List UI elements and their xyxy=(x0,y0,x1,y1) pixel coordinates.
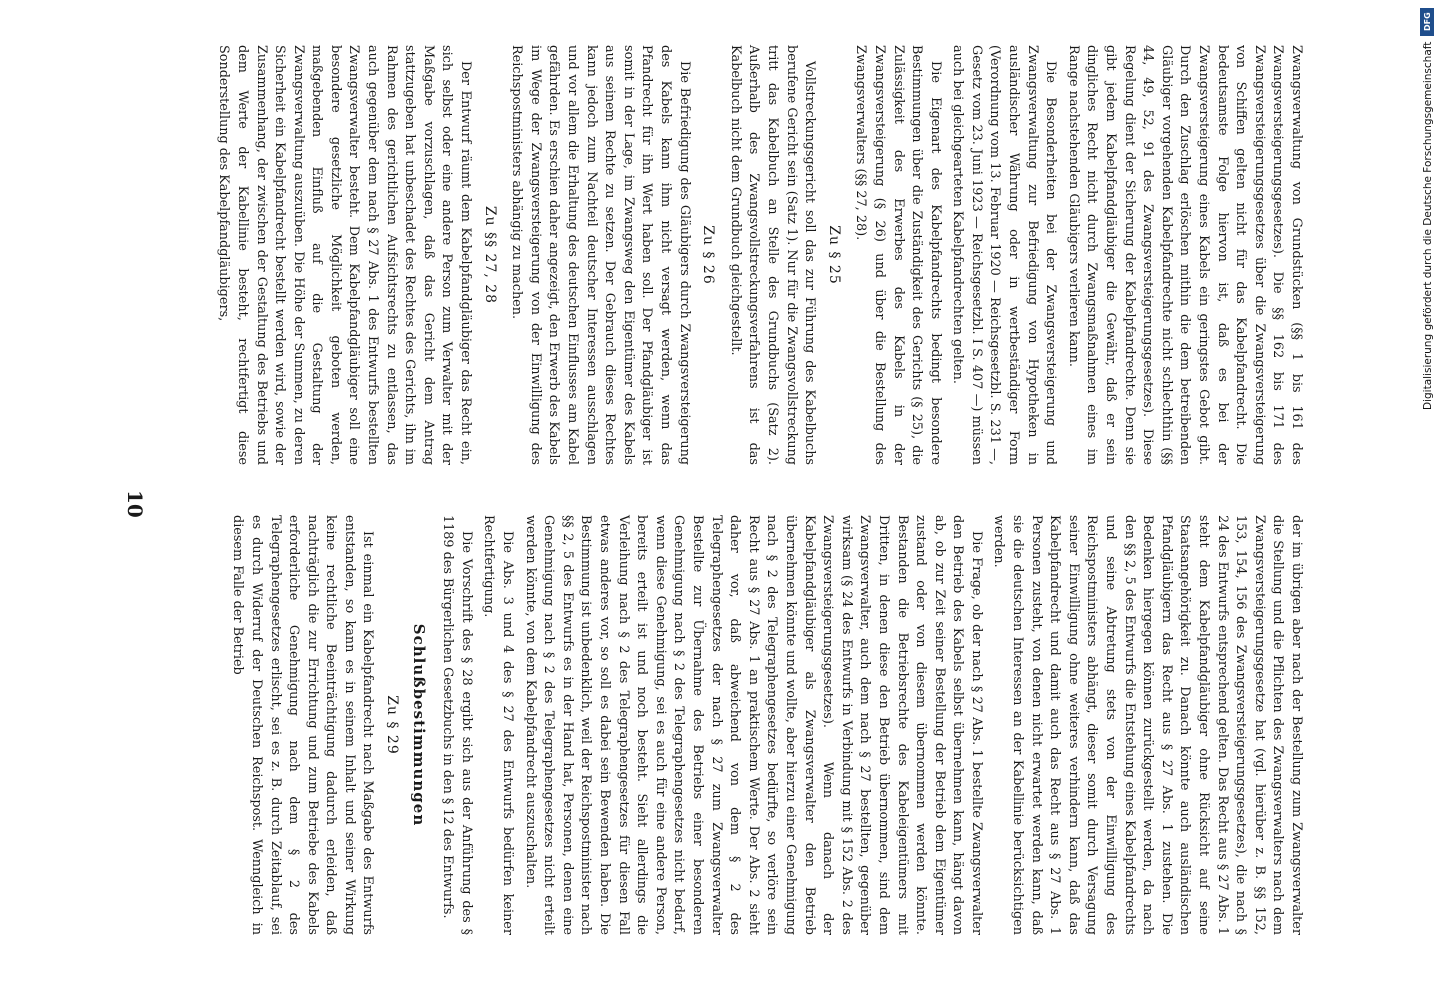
digitization-credit: Digitalisierung gefördert durch die Deutsche Forschungsgemeinschaft xyxy=(1422,42,1434,411)
dfg-logo: DFG xyxy=(1420,8,1434,36)
body-paragraph: der im übrigen aber nach der Bestellung zum Zwangsverwalter die Stellung und die Pflichten des Zwangsverwalters nach dem Zwangsversteigerungsgesetze hat (vgl. hierüber z. B. §§ 152, 153, 154, 156 des Zwangsversteigerungsgesetzes), die nach § 24 des Entwurfs entsprechend gelten. Das Recht aus § 27 Abs. 1 steht dem Kabelpfandgläubiger ohne Rücksicht auf seine Staatsangehörigkeit zu. Danach könnte auch ausländischen Pfandgläubigern das Recht aus § 27 Abs. 1 zustehen. Die Bedenken hiergegen können zurückgestellt werden, da nach den §§ 2, 5 des Entwurfs die Entstehung eines Kabelpfandrechts und seine Abtretung stets von der Einwilligung des Reichspostministers abhängt, dieser somit durch Versagung seiner Einwilligung ohne weiteres verhindern kann, daß das Kabelpfandrecht und damit auch das Recht aus § 27 Abs. 1 Personen zusteht, von denen nicht erwartet werden kann, daß sie die deutschen Interessen an der Kabellinie berücksichtigen werden. xyxy=(991,515,1304,935)
page-number: 10 xyxy=(123,490,147,518)
body-paragraph: Die Frage, ob der nach § 27 Abs. 1 bestellte Zwangsverwalter den Betrieb des Kabels selbst übernehmen kann, hängt davon ab, ob zur Zeit seiner Bestellung der Betrieb dem Eigentümer zustand oder von diesem übernommen werden könnte. Bestanden die Betriebsrechte des Kabeleigentümers mit Dritten, in denen diese den Betrieb übernommen, sind dem Zwangsverwalter, auch dem nach § 27 bestellten, gegenüber wirksam (§ 24 des Entwurfs in Verbindung mit § 152 Abs. 2 des Zwangsversteigerungsgesetzes). Wenn danach der Kabelpfandgläubiger als Zwangsverwalter den Betrieb übernehmen könnte und wollte, aber hierzu einer Genehmigung nach § 2 des Telegraphengesetzes bedürfte, so verlöre sein Recht aus § 27 Abs. 1 an praktischem Werte. Der Abs. 2 sieht daher vor, daß abweichend von dem § 2 des Telegraphengesetzes der nach § 27 zum Zwangsverwalter Bestellte zur Übernahme des Betriebs einer besonderen Genehmigung nach § 2 des Telegraphengesetzes nicht bedarf, wenn diese Genehmigung, sei es auch für eine andere Person, bereits erteilt ist und noch besteht. Sieht allerdings die Verleihung nach § 2 des Telegraphengesetzes für diesen Fall etwas anderes vor, so soll es dabei sein Bewenden haben. Die Bestimmung ist unbedenklich, weil der Reichspostminister nach §§ 2, 5 des Entwurfs es in der Hand hat, Personen, denen eine Genehmigung nach § 2 des Telegraphengesetzes nicht erteilt werden könnte, von dem Kabelpfandrecht auszuschalten. xyxy=(522,515,984,935)
body-paragraph: Die Vorschrift des § 28 ergibt sich aus der Anführung des § 1189 des Bürgerlichen Gesetzbuchs in den § 12 des Entwurfs. xyxy=(440,515,474,935)
body-paragraph: Die Abs. 3 und 4 des § 27 des Entwurfs bedürfen keiner Rechtfertigung. xyxy=(481,515,516,935)
paragraph-heading: Zu § 26 xyxy=(700,225,717,285)
digitization-sidebar xyxy=(1418,8,1434,993)
paragraph-heading: Zu §§ 27, 28 xyxy=(481,205,498,305)
section-heading: Schlußbestimmungen xyxy=(409,623,428,827)
paragraph-heading: Zu § 29 xyxy=(384,695,401,755)
paragraph-heading: Zu § 25 xyxy=(825,225,842,285)
right-text-column xyxy=(224,515,1305,935)
body-paragraph: Die Eigenart des Kabelpfandrechts bedingt besondere Bestimmungen über die Zuständigkeit des Gerichts (§ 25), die Zulässigkeit des Erwerbes des Kabels in der Zwangsversteigerung (§ 26) und über die Bestellung des Zwangsverwalters (§§ 27, 28). xyxy=(853,45,943,465)
left-text-column xyxy=(210,45,1305,465)
body-paragraph: Zwangsverwaltung von Grundstücken (§§ 1 bis 161 des Zwangsversteigerungsgesetzes). Die §§ 162 bis 171 des Zwangsversteigerungsgesetzes über die Zwangsversteigerung von Schiffen gelten nicht für das Kabelpfandrecht. Die bedeutsamste Folge hiervon ist, daß es bei der Zwangsversteigerung eines Kabels ein geringstes Gebot gibt. Durch den Zuschlag erlöschen mithin die dem betreibenden Gläubiger vorgehenden Kabelpfandrechte nicht schlechthin (§§ 44, 49, 52, 91 des Zwangsversteigerungsgesetzes). Diese Regelung dient der Sicherung der Kabelpfandrechte. Denn sie gibt jedem Kabelpfandgläubiger die Gewähr, daß er sein dingliches Recht nicht durch Zwangsmaßnahmen eines im Range nachstehenden Gläubigers verlieren kann. xyxy=(1065,45,1304,465)
body-paragraph: Der Entwurf räumt dem Kabelpfandgläubiger das Recht ein, sich selbst oder eine andere Person zum Verwalter mit der Maßgabe vorzuschlagen, daß das Gericht dem Antrag stattzugeben hat unbeschadet des Rechtes des Gerichts, ihn im Rahmen des gerichtlichen Aufsichtsrechts zu entlassen, das auch gegenüber dem nach § 27 Abs. 1 des Entwurfs bestellten Zwangsverwalter besteht. Dem Kabelpfandgläubiger soll eine besondere gesetzliche Möglichkeit geboten werden, maßgebenden Einfluß auf die Gestaltung der Zwangsverwaltung auszuüben. Die Höhe der Summen, zu deren Sicherheit ein Kabelpfandrecht bestellt werden wird, sowie der Zusammenhang, der zwischen der Gestaltung des Betriebs und dem Werte der Kabellinie besteht, rechtfertigt diese Sonderstellung des Kabelpfandgläubigers, xyxy=(216,45,474,465)
body-paragraph: Ist einmal ein Kabelpfandrecht nach Maßgabe des Entwurfs entstanden, so kann es in seinem Inhalt und seiner Wirkung keine rechtliche Beeinträchtigung dadurch erleiden, daß nachträglich die zur Errichtung und zum Betriebe des Kabels erforderliche Genehmigung nach dem § 2 des Telegraphengesetzes erlischt, sei es z. B. durch Zeitablauf, sei es durch Widerruf der Deutschen Reichspost. Wenngleich in diesem Falle der Betrieb xyxy=(230,515,376,935)
rotated-document-page xyxy=(125,45,1305,945)
body-paragraph: Die Befriedigung des Gläubigers durch Zwangsversteigerung des Kabels kann ihm nicht versagt werden, wenn das Pfandrecht für ihn Wert haben soll. Der Pfandgläubiger ist somit in der Lage, im Zwangsweg den Eigentümer des Kabels aus seinem Rechte zu setzen. Der Gebrauch dieses Rechtes kann jedoch zum Nachteil deutscher Interessen ausschlagen und vor allem die Erhaltung des deutschen Einflusses am Kabel gefährden. Es erschien daher angezeigt, den Erwerb des Kabels im Wege der Zwangsversteigerung von der Einwilligung des Reichspostministers abhängig zu machen. xyxy=(509,45,692,465)
body-paragraph: Die Besonderheiten bei der Zwangsversteigerung und Zwangsverwaltung zur Befriedigung von Hypotheken in ausländischer Währung oder in wertbeständiger Form (Verordnung vom 13. Februar 1920 — Reichsgesetzbl. S. 231 —, Gesetz vom 23. Juni 1923 — Reichsgesetzbl. I S. 407 —) müssen auch bei gleichgearteten Kabelpfandrechten gelten. xyxy=(950,45,1059,465)
body-paragraph: Vollstreckungsgericht soll das zur Führung des Kabelbuchs berufene Gericht sein (Satz 1). Nur für die Zwangsvollstreckung tritt das Kabelbuch an Stelle des Grundbuchs (Satz 2). Außerhalb des Zwangsvollstreckungsverfahrens ist das Kabelbuch nicht dem Grundbuch gleichgestellt. xyxy=(727,45,818,465)
